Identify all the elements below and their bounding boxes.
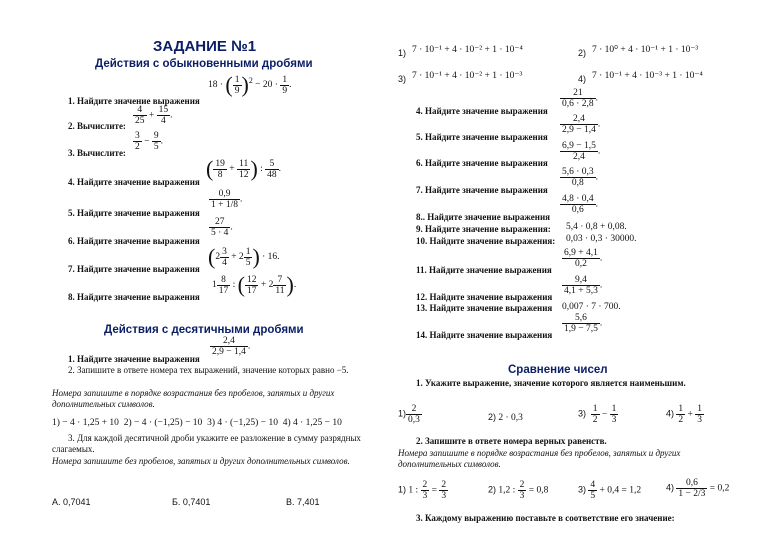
r-task-14-label: 14. Найдите значение выражения (416, 330, 553, 340)
opt-4-label: 4) (578, 74, 587, 84)
r-task-11-label: 11. Найдите значение выражения (416, 265, 552, 275)
opt-4-expr: 7 · 10⁻¹ + 4 · 10⁻³ + 1 · 10⁻⁴ (592, 71, 703, 81)
task-4-label: 4. Найдите значение выражения (68, 177, 200, 187)
c-task-2-label: 2. Запишите в ответе номера верных равенств. (416, 436, 607, 446)
c2-option-2: 2) 1,2 : $\frac{2}{3}$ = 0,8 (488, 480, 549, 501)
opt-2-label: 2) (578, 48, 587, 58)
r-task-7-label: 7. Найдите значение выражения (416, 185, 548, 195)
task-8-label: 8. Найдите значение выражения (68, 292, 200, 302)
s2-task-3-option-c: В. 7,401 (286, 497, 320, 507)
c2-option-4: 4) $\frac{0,6}{1 - 2/3}$ = 0,2 (666, 478, 730, 499)
r-expr-8: $\frac{4,8 \cdot 0,4}{0,6}$ . (562, 194, 599, 215)
r-task-8-label: 8.. Найдите значение выражения (416, 212, 551, 222)
s2-task-3-option-b: Б. 0,7401 (172, 497, 211, 507)
r-expr-14: $\frac{5,6}{1,9 - 7,5}$ . (564, 313, 603, 334)
task-1-label: 1. Найдите значение выражения (68, 96, 200, 106)
c-task-3-label: 3. Каждому выражению поставьте в соответствие его значение: (416, 513, 675, 523)
opt-3-expr: 7 · 10⁻¹ + 4 · 10⁻² + 1 · 10⁻³ (412, 71, 523, 81)
section-fractions-heading: Действия с обыкновенными дробями (95, 58, 313, 70)
task-3-label: 3. Вычислите: (68, 148, 126, 158)
c1-options: 1) $\frac{2}{0,3}$ (398, 404, 420, 425)
c1-option-3: 3) $\frac{1}{2}$ − $\frac{1}{3}$ (578, 404, 617, 425)
r-expr-6: $\frac{6,9 - 1,5}{2,4}$ . (562, 141, 601, 162)
r-expr-5: $\frac{2,4}{2,9 - 1,4}$ . (562, 114, 601, 135)
s2-expr-1: $\frac{2,4}{2,9 - 1,4}$ . (212, 336, 251, 357)
s2-task-2-note: Номера запишите в порядке возрастания без пробелов, запятых и других дополнительных символов. (52, 388, 335, 409)
r-task-10-label: 10. Найдите значение выражения: (416, 236, 556, 246)
s2-task-2-options: 1) − 4 · 1,25 + 10 2) − 4 · (−1,25) − 10 3) 4 · (−1,25) − 10 4) 4 · 1,25 − 10 (52, 418, 342, 428)
c1-option-2: 2) 2 · 0,3 (488, 412, 523, 423)
expr-2: $\frac{4}{25}$ + $\frac{15}{4}$ . (135, 105, 173, 126)
task-7-label: 7. Найдите значение выражения (68, 264, 200, 274)
r-expr-13: 0,007 · 7 · 700. (562, 302, 621, 312)
s2-task-1-label: 1. Найдите значение выражения (68, 354, 200, 364)
section-decimals-heading: Действия с десятичными дробями (104, 324, 304, 336)
s2-task-3-note: Номера запишите без пробелов, запятых и других дополнительных символов. (52, 456, 350, 466)
r-task-6-label: 6. Найдите значение выражения (416, 158, 548, 168)
opt-1-label: 1) (398, 48, 407, 58)
c2-option-3: 3) $\frac{4}{5}$ + 0,4 = 1,2 (578, 480, 642, 501)
opt-3-label: 3) (398, 74, 407, 84)
r-task-12-label: 12. Найдите значение выражения (416, 292, 553, 302)
r-task-9-label: 9. Найдите значение выражения: (416, 224, 551, 234)
r-expr-9: 5,4 · 0,8 + 0,08. (566, 222, 627, 232)
r-task-4-label: 4. Найдите значение выражения (416, 106, 548, 116)
expr-1: 18 · ( $\frac{1}{9}$ )$^2$ − 20 · $\frac{1}{9}$ . (208, 72, 292, 97)
s2-task-2-text: 2. Запишите в ответе номера тех выражений, значение которых равно −5. (68, 365, 349, 375)
r-task-13-label: 13. Найдите значение выражения (416, 303, 553, 313)
expr-6: $\frac{27}{5 \cdot 4}$ . (211, 217, 233, 238)
expr-5: $\frac{0,9}{1 + 1/8}$ . (211, 189, 243, 210)
expr-8: 1 $\frac{8}{17}$ : ( $\frac{12}{17}$ + 2 $\frac{7}{11}$ ). (212, 272, 297, 297)
c2-option-1: 1) 1 : $\frac{2}{3}$ = $\frac{2}{3}$ (398, 480, 447, 501)
c1-option-4: 4) $\frac{1}{2}$ + $\frac{1}{3}$ (666, 404, 702, 425)
expr-7: (2 $\frac{3}{4}$ + 2 $\frac{1}{5}$ ) · 16. (208, 244, 280, 269)
r-task-5-label: 5. Найдите значение выражения (416, 132, 548, 142)
task-5-label: 5. Найдите значение выражения (68, 208, 200, 218)
opt-2-expr: 7 · 10⁰ + 4 · 10⁻¹ + 1 · 10⁻³ (592, 45, 699, 55)
task-6-label: 6. Найдите значение выражения (68, 236, 200, 246)
r-expr-12: $\frac{9,4}{4,1 + 5,3}$ . (564, 275, 603, 296)
s2-task-3-option-a: А. 0,7041 (52, 497, 91, 507)
r-expr-7: $\frac{5,6 \cdot 0,3}{0,8}$ . (562, 167, 599, 188)
c-task-2-note: Номера запишите в порядке возрастания без пробелов, запятых и других дополнительных символов. (398, 448, 681, 469)
section-compare-heading: Сравнение чисел (508, 364, 608, 376)
s2-task-3-text: 3. Для каждой десятичной дроби укажите ее разложение в сумму разрядных слагаемых. (52, 433, 361, 454)
r-expr-10: 0,03 · 0,3 · 30000. (566, 234, 637, 244)
expr-4: ( $\frac{19}{8}$ + $\frac{11}{12}$ ) : $\frac{5}{48}$ . (206, 156, 282, 181)
r-expr-4: $\frac{21}{0,6 \cdot 2,8}$ . (562, 88, 599, 109)
c-task-1-label: 1. Укажите выражение, значение которого является наименьшим. (416, 378, 686, 388)
expr-3: $\frac{3}{2}$ − $\frac{9}{5}$ . (135, 131, 163, 152)
task-2-label: 2. Вычислите: (68, 121, 126, 131)
page-title: ЗАДАНИЕ №1 (153, 38, 257, 55)
opt-1-expr: 7 · 10⁻¹ + 4 · 10⁻² + 1 · 10⁻⁴ (412, 45, 523, 55)
r-expr-11: $\frac{6,9 + 4,1}{0,2}$ . (564, 248, 603, 269)
